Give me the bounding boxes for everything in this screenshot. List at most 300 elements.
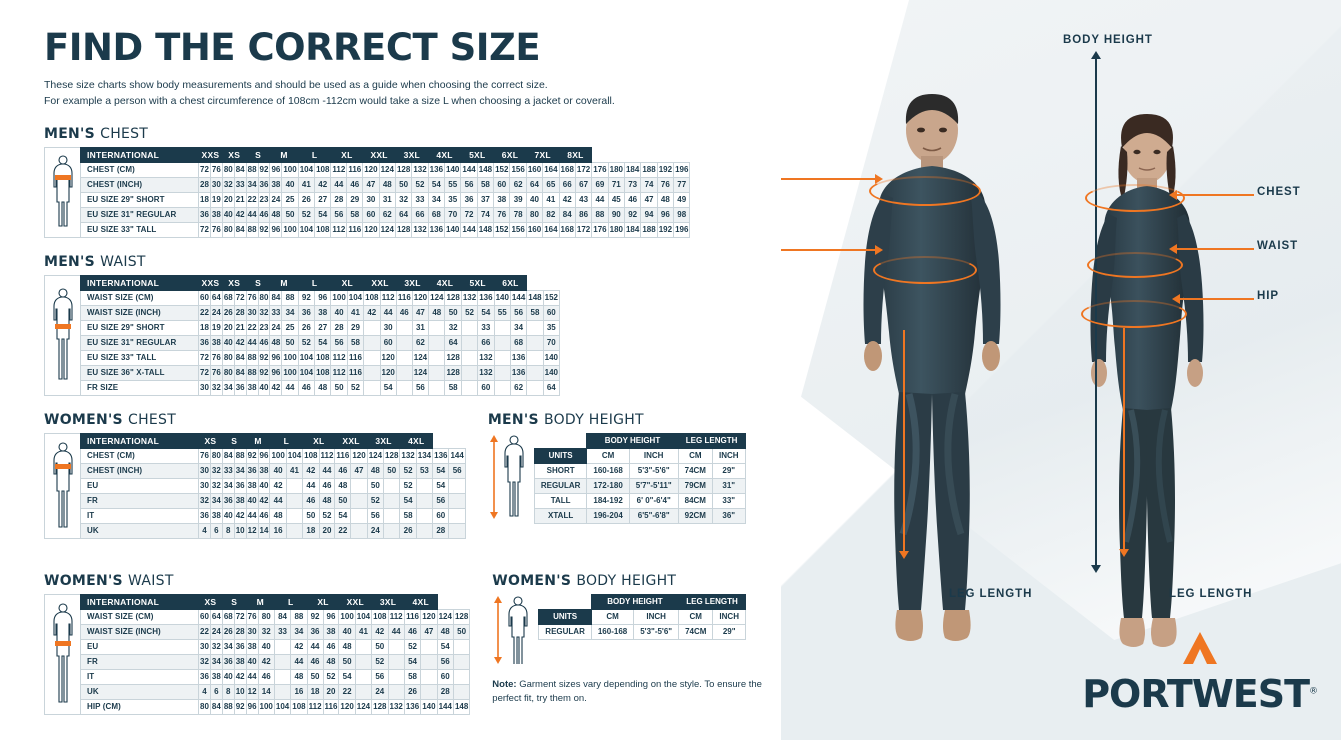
column-header-size: XL xyxy=(331,147,363,162)
table-cell: 29" xyxy=(713,624,746,639)
table-row xyxy=(534,508,745,523)
table-cell xyxy=(355,639,371,654)
table-cell: 140 xyxy=(543,350,559,365)
column-header: INCH xyxy=(629,448,678,463)
table-cell: 140 xyxy=(421,699,437,714)
table-cell: 18 xyxy=(303,523,319,538)
table-cell: 92 xyxy=(246,448,258,463)
table-cell: 88 xyxy=(592,207,608,222)
table-cell: 48 xyxy=(335,478,351,493)
table-cell xyxy=(351,523,367,538)
table-cell: 50 xyxy=(282,335,298,350)
womens-body-height-table xyxy=(538,594,746,640)
table-cell: 50 xyxy=(331,380,347,395)
table-cell: 80 xyxy=(222,222,234,237)
table-cell: 30 xyxy=(199,478,211,493)
row-label: EU SIZE 29" SHORT xyxy=(81,320,199,335)
table-cell: 80 xyxy=(210,448,222,463)
table-cell xyxy=(364,320,380,335)
table-cell: 172 xyxy=(575,222,591,237)
column-header-size: XL xyxy=(303,433,335,448)
table-cell: 36 xyxy=(222,493,234,508)
table-cell: 136 xyxy=(433,448,449,463)
table-cell: 100 xyxy=(270,448,286,463)
column-header-size: 5XL xyxy=(461,147,494,162)
waist-right-pointer xyxy=(1176,248,1254,250)
table-cell xyxy=(351,478,367,493)
table-cell: 46 xyxy=(258,508,270,523)
table-cell: 55 xyxy=(445,177,461,192)
table-cell: 72 xyxy=(199,350,211,365)
table-cell: 48 xyxy=(657,192,673,207)
table-cell xyxy=(429,335,445,350)
table-cell: 35 xyxy=(445,192,461,207)
table-cell: 192 xyxy=(657,222,673,237)
table-cell: 32 xyxy=(445,320,461,335)
table-cell: 56 xyxy=(331,207,347,222)
table-cell xyxy=(388,639,404,654)
table-cell xyxy=(286,493,302,508)
table-cell: 12 xyxy=(246,523,258,538)
table-cell: 60 xyxy=(494,177,510,192)
column-header: UNITS xyxy=(539,609,592,624)
table-cell xyxy=(416,478,432,493)
table-cell: 164 xyxy=(543,222,559,237)
portwest-wordmark: PORTWEST® xyxy=(1082,672,1317,716)
label-leg-length-left: LEG LENGTH xyxy=(949,588,1033,600)
table-cell: 28 xyxy=(331,320,347,335)
table-cell: 92 xyxy=(258,222,270,237)
table-cell xyxy=(388,669,404,684)
table-cell xyxy=(453,669,469,684)
table-cell: 62 xyxy=(510,177,526,192)
table-cell: 42 xyxy=(270,380,282,395)
table-cell: 96 xyxy=(323,609,339,624)
table-cell xyxy=(274,669,290,684)
group-column-header: BODY HEIGHT xyxy=(591,594,678,609)
table-cell: 84 xyxy=(270,290,282,305)
column-header-size: XS xyxy=(199,433,223,448)
column-header-size: L xyxy=(274,594,307,609)
table-cell: 58 xyxy=(477,177,493,192)
table-row xyxy=(81,508,466,523)
table-cell: 84 xyxy=(234,162,246,177)
table-cell: 44 xyxy=(388,624,404,639)
table-cell: 55 xyxy=(494,305,510,320)
mens-chest-body-icon xyxy=(44,147,80,238)
table-cell: 104 xyxy=(298,222,314,237)
table-cell: 18 xyxy=(307,684,323,699)
column-header-size: 3XL xyxy=(396,275,428,290)
table-cell: 38 xyxy=(234,493,246,508)
row-label: EU xyxy=(81,478,199,493)
table-cell: 192 xyxy=(657,162,673,177)
table-cell: 54 xyxy=(478,305,494,320)
mens-waist-body-icon xyxy=(44,275,80,396)
table-cell: 10 xyxy=(234,523,246,538)
table-cell: 144 xyxy=(461,162,477,177)
table-cell: 44 xyxy=(380,305,396,320)
table-cell: 42 xyxy=(258,654,274,669)
table-cell: 41 xyxy=(286,463,302,478)
table-cell: 82 xyxy=(543,207,559,222)
column-header-size: 3XL xyxy=(395,147,428,162)
group-column-header: LEG LENGTH xyxy=(679,594,746,609)
table-cell: 62 xyxy=(412,335,428,350)
column-header-size: 4XL xyxy=(404,594,437,609)
table-cell xyxy=(274,639,290,654)
table-cell: 44 xyxy=(331,177,347,192)
table-cell: 65 xyxy=(543,177,559,192)
table-cell: 124 xyxy=(367,448,383,463)
table-cell: 76 xyxy=(494,207,510,222)
table-cell: 22 xyxy=(246,192,258,207)
portwest-mark-icon xyxy=(1165,630,1235,670)
table-cell: 31 xyxy=(379,192,395,207)
table-cell xyxy=(364,350,380,365)
column-header-size: M xyxy=(270,275,298,290)
table-cell: 30 xyxy=(363,192,379,207)
table-cell: 38 xyxy=(323,624,339,639)
column-header-size: 6XL xyxy=(494,147,527,162)
table-cell: 164 xyxy=(543,162,559,177)
table-cell: 52 xyxy=(400,478,416,493)
section-title-mens-body-height: MEN'S BODY HEIGHT xyxy=(487,411,644,428)
table-cell: 176 xyxy=(592,162,608,177)
table-row xyxy=(81,448,466,463)
table-cell: 120 xyxy=(380,350,396,365)
table-cell: 21 xyxy=(234,320,246,335)
table-cell: 20 xyxy=(222,320,234,335)
table-cell: 152 xyxy=(494,162,510,177)
table-cell: 62 xyxy=(379,207,395,222)
table-cell: 156 xyxy=(510,222,526,237)
table-cell: 38 xyxy=(315,305,331,320)
table-cell: 144 xyxy=(510,290,526,305)
table-cell: 140 xyxy=(543,365,559,380)
intro-line-2: For example a person with a chest circumference of 108cm -112cm would take a size L when choosing a jacket or coverall. xyxy=(44,94,615,107)
table-cell: 29 xyxy=(347,192,363,207)
table-cell: 92 xyxy=(307,609,323,624)
womens-chest-body-icon xyxy=(44,433,80,539)
table-cell xyxy=(494,320,510,335)
table-cell: 50 xyxy=(395,177,411,192)
table-cell: 24 xyxy=(210,624,222,639)
table-row xyxy=(81,222,690,237)
table-cell: 144 xyxy=(437,699,453,714)
table-cell: 50 xyxy=(339,654,355,669)
table-cell xyxy=(351,508,367,523)
table-cell: 42 xyxy=(364,305,380,320)
table-cell: 124 xyxy=(355,699,371,714)
table-row xyxy=(534,493,745,508)
table-cell: 30 xyxy=(199,463,211,478)
table-cell: 128 xyxy=(384,448,400,463)
table-cell: 36 xyxy=(199,335,211,350)
section-womens-body-height xyxy=(492,573,782,716)
table-cell: 132 xyxy=(388,699,404,714)
table-cell: 172 xyxy=(575,162,591,177)
table-cell: 116 xyxy=(347,222,363,237)
table-cell: 23 xyxy=(258,192,270,207)
table-cell: 36 xyxy=(461,192,477,207)
table-cell xyxy=(421,639,437,654)
table-cell: 4 xyxy=(199,684,211,699)
table-cell: 96 xyxy=(270,350,282,365)
table-cell xyxy=(449,508,465,523)
table-cell: 136 xyxy=(510,365,526,380)
table-row xyxy=(81,380,560,395)
table-header-row xyxy=(539,609,746,624)
table-cell: 120 xyxy=(363,222,379,237)
table-cell: 60 xyxy=(199,609,211,624)
table-cell xyxy=(355,654,371,669)
row-label: UK xyxy=(81,684,199,699)
table-cell: 60 xyxy=(199,290,211,305)
table-cell: 100 xyxy=(282,365,298,380)
table-cell: 47 xyxy=(412,305,428,320)
table-cell: 108 xyxy=(364,290,380,305)
table-cell: 36 xyxy=(234,380,246,395)
table-cell: 47 xyxy=(351,463,367,478)
table-cell: 56 xyxy=(461,177,477,192)
row-label: EU SIZE 29" SHORT xyxy=(81,192,199,207)
table-cell: 28 xyxy=(234,305,246,320)
table-cell: 21 xyxy=(234,192,246,207)
table-cell: 4 xyxy=(199,523,211,538)
table-row xyxy=(81,335,560,350)
section-title-womens-body-height: WOMEN'S BODY HEIGHT xyxy=(492,572,677,589)
row-label: HIP (CM) xyxy=(81,699,199,714)
table-cell: 80 xyxy=(258,290,270,305)
table-cell: 44 xyxy=(592,192,608,207)
table-cell: 32 xyxy=(210,380,222,395)
table-header-row xyxy=(534,448,745,463)
female-body-outline-icon xyxy=(50,440,76,532)
table-cell: 80 xyxy=(222,350,234,365)
table-cell: 40 xyxy=(526,192,542,207)
table-cell: 116 xyxy=(396,290,412,305)
table-cell: 58 xyxy=(347,207,363,222)
row-label: UK xyxy=(81,523,199,538)
table-cell: 42 xyxy=(270,478,286,493)
table-cell: 44 xyxy=(246,669,258,684)
table-cell: 24 xyxy=(270,192,282,207)
table-cell: 30 xyxy=(210,177,222,192)
table-cell: 188 xyxy=(641,222,657,237)
table-cell: 18 xyxy=(199,192,211,207)
table-cell: 50 xyxy=(384,463,400,478)
table-cell: 108 xyxy=(291,699,307,714)
table-cell: 6 xyxy=(210,523,222,538)
table-cell xyxy=(527,350,543,365)
table-cell: 26 xyxy=(404,684,420,699)
table-cell: 46 xyxy=(258,207,270,222)
table-cell: 46 xyxy=(298,380,314,395)
table-cell: 128 xyxy=(395,222,411,237)
table-cell: 32 xyxy=(210,463,222,478)
table-cell: 108 xyxy=(315,162,331,177)
table-cell: 37 xyxy=(477,192,493,207)
table-cell: 120 xyxy=(380,365,396,380)
table-cell: 74CM xyxy=(679,624,713,639)
table-cell: 58 xyxy=(527,305,543,320)
table-cell: 52 xyxy=(298,335,314,350)
table-cell xyxy=(274,654,290,669)
row-label: WAIST SIZE (CM) xyxy=(81,609,199,624)
table-cell xyxy=(527,320,543,335)
table-cell: 48 xyxy=(270,508,286,523)
label-leg-length-right: LEG LENGTH xyxy=(1169,588,1253,600)
row-label: CHEST (CM) xyxy=(81,448,199,463)
table-cell: 168 xyxy=(559,162,575,177)
row-label: EU SIZE 33" TALL xyxy=(81,222,199,237)
table-cell: 128 xyxy=(445,365,461,380)
table-cell xyxy=(416,508,432,523)
table-cell: 80 xyxy=(199,699,211,714)
table-cell: 76 xyxy=(657,177,673,192)
table-cell: 72 xyxy=(199,222,211,237)
table-cell xyxy=(416,493,432,508)
table-cell: 184 xyxy=(624,162,640,177)
table-cell: 38 xyxy=(210,335,222,350)
column-header-size: XL xyxy=(331,275,364,290)
table-row xyxy=(81,478,466,493)
table-cell: 32 xyxy=(210,478,222,493)
table-cell: 92 xyxy=(298,290,314,305)
table-cell: 160-168 xyxy=(587,463,629,478)
table-cell xyxy=(429,350,445,365)
table-cell: 60 xyxy=(363,207,379,222)
table-cell xyxy=(494,335,510,350)
table-header-row xyxy=(81,594,470,609)
table-cell: 104 xyxy=(298,365,314,380)
table-cell: 42 xyxy=(234,508,246,523)
table-cell: 76 xyxy=(246,290,258,305)
table-cell: 160-168 xyxy=(591,624,633,639)
column-header: INCH xyxy=(712,448,745,463)
table-row xyxy=(81,523,466,538)
column-header-size: 7XL xyxy=(526,147,559,162)
column-header: UNITS xyxy=(534,448,587,463)
table-cell: 180 xyxy=(608,222,624,237)
table-cell: 42 xyxy=(234,669,246,684)
womens-chest-table xyxy=(80,433,466,539)
table-cell: 34 xyxy=(222,380,234,395)
table-cell: 32 xyxy=(210,639,222,654)
table-cell xyxy=(396,365,412,380)
column-header-size: 4XL xyxy=(429,275,462,290)
column-header-size: 4XL xyxy=(400,433,433,448)
table-cell: 6 xyxy=(210,684,222,699)
table-cell: 140 xyxy=(445,162,461,177)
table-cell: 96 xyxy=(258,448,270,463)
table-cell: 38 xyxy=(246,380,258,395)
table-cell: 136 xyxy=(478,290,494,305)
table-cell: 42 xyxy=(315,177,331,192)
table-cell: 184 xyxy=(624,222,640,237)
table-cell xyxy=(384,478,400,493)
table-cell xyxy=(388,684,404,699)
table-cell: 52 xyxy=(347,380,363,395)
column-header-size: XL xyxy=(307,594,339,609)
column-header: INCH xyxy=(634,609,679,624)
table-cell: 44 xyxy=(303,478,319,493)
row-label: XTALL xyxy=(534,508,587,523)
table-cell: 136 xyxy=(510,350,526,365)
label-hip-right: HIP xyxy=(1257,290,1279,302)
table-cell: 124 xyxy=(429,290,445,305)
row-label: EU SIZE 31" REGULAR xyxy=(81,335,199,350)
table-cell: 30 xyxy=(199,380,211,395)
table-cell: 52 xyxy=(323,669,339,684)
column-header-size: XXL xyxy=(364,275,397,290)
table-cell: 80 xyxy=(258,609,274,624)
table-cell: 184-192 xyxy=(587,493,629,508)
table-cell: 136 xyxy=(404,699,420,714)
table-cell: 76 xyxy=(210,162,222,177)
row-label: CHEST (INCH) xyxy=(81,177,199,192)
table-cell: 54 xyxy=(437,639,453,654)
label-body-height: BODY HEIGHT xyxy=(1063,34,1153,46)
label-chest-right: CHEST xyxy=(1257,186,1301,198)
table-row xyxy=(81,639,470,654)
table-cell: 90 xyxy=(608,207,624,222)
table-cell: 46 xyxy=(396,305,412,320)
table-cell: 48 xyxy=(323,654,339,669)
column-header-size: M xyxy=(270,147,298,162)
section-title-mens-waist: MEN'S WAIST xyxy=(44,253,146,270)
table-cell: 112 xyxy=(331,162,347,177)
table-cell: 132 xyxy=(412,222,428,237)
table-cell: 43 xyxy=(575,192,591,207)
table-cell: 25 xyxy=(282,320,298,335)
table-cell: 72 xyxy=(234,290,246,305)
table-cell xyxy=(421,669,437,684)
table-cell: 28 xyxy=(331,192,347,207)
table-cell xyxy=(453,654,469,669)
table-cell: 64 xyxy=(210,290,222,305)
table-cell: 24 xyxy=(210,305,222,320)
table-cell: 84 xyxy=(234,222,246,237)
table-cell: 47 xyxy=(363,177,379,192)
table-cell: 140 xyxy=(445,222,461,237)
table-cell: 42 xyxy=(372,624,388,639)
row-label: REGULAR xyxy=(539,624,592,639)
section-womens-chest xyxy=(44,412,466,539)
mens-chest-table xyxy=(80,147,690,238)
table-cell: 148 xyxy=(453,699,469,714)
table-cell: 33" xyxy=(712,493,745,508)
table-cell: 41 xyxy=(298,177,314,192)
column-header-international: INTERNATIONAL xyxy=(81,594,199,609)
table-cell xyxy=(286,508,302,523)
table-cell: 188 xyxy=(641,162,657,177)
table-cell: 27 xyxy=(315,192,331,207)
column-header-size: XS xyxy=(222,275,246,290)
table-cell: 36 xyxy=(199,207,211,222)
column-header-size: 4XL xyxy=(428,147,461,162)
table-cell: 19 xyxy=(210,192,222,207)
table-cell: 148 xyxy=(527,290,543,305)
female-height-outline-icon xyxy=(492,594,538,664)
column-header-size: S xyxy=(222,433,246,448)
table-cell: 26 xyxy=(298,192,314,207)
column-header-size: 3XL xyxy=(372,594,405,609)
table-cell: 38 xyxy=(210,508,222,523)
table-cell: 74 xyxy=(477,207,493,222)
table-cell: 22 xyxy=(199,305,211,320)
